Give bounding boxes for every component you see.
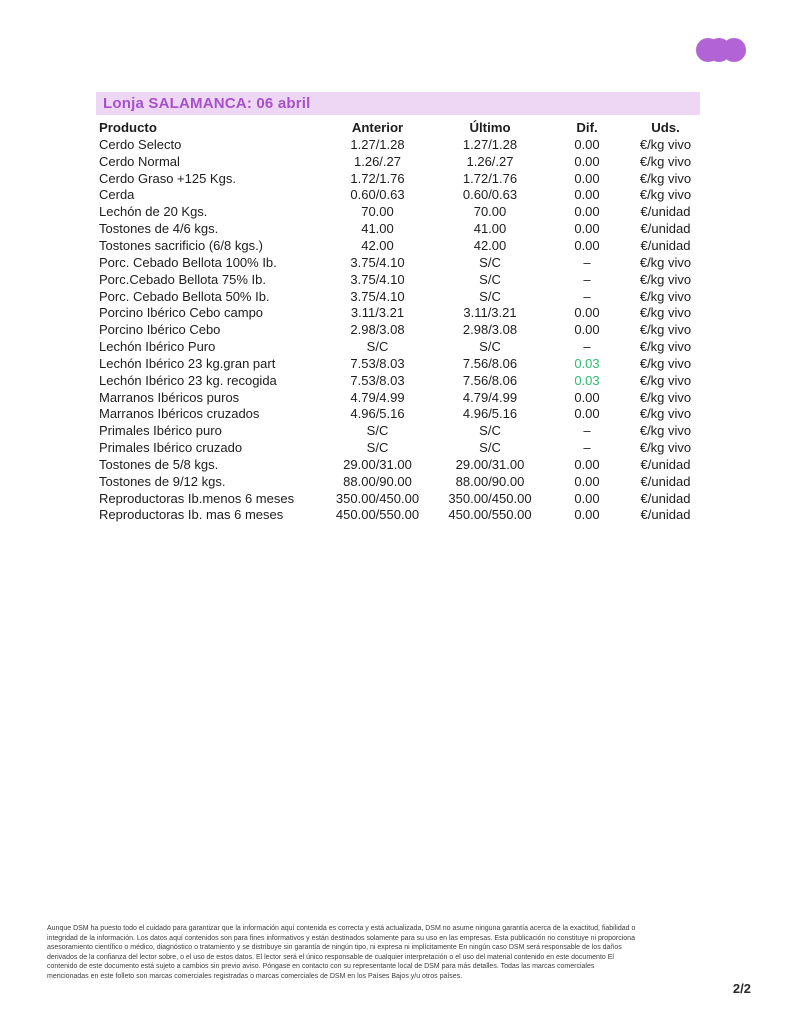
cell-anterior: 42.00 xyxy=(361,237,394,253)
logo-circle-icon xyxy=(722,38,746,62)
cell-uds: €/kg vivo xyxy=(639,355,692,371)
cell-producto: Tostones sacrificio (6/8 kgs.) xyxy=(99,237,264,253)
cell-uds: €/kg vivo xyxy=(639,339,692,355)
cell-dif: 0.03 xyxy=(574,372,600,388)
table-row xyxy=(99,439,697,456)
cell-ultimo: 3.11/3.21 xyxy=(463,305,517,321)
cell-anterior: 1.26/.27 xyxy=(354,153,401,169)
footer-disclaimer xyxy=(47,924,759,982)
table-row xyxy=(99,237,697,254)
cell-dif: 0.03 xyxy=(574,355,600,371)
table-row xyxy=(99,304,697,321)
cell-anterior: S/C xyxy=(366,440,389,456)
cell-anterior: 3.75/4.10 xyxy=(350,271,405,287)
cell-ultimo: 41.00 xyxy=(473,221,507,237)
table-row xyxy=(99,288,697,305)
cell-producto: Lechón Ibérico 23 kg.gran part xyxy=(99,355,276,371)
table-row xyxy=(99,473,697,490)
table-row xyxy=(99,372,697,389)
cell-uds: €/unidad xyxy=(640,221,691,237)
cell-uds: €/unidad xyxy=(640,473,691,489)
cell-uds: €/kg vivo xyxy=(639,170,692,186)
cell-uds: €/unidad xyxy=(640,237,691,253)
cell-ultimo: 4.96/5.16 xyxy=(462,406,518,422)
cell-anterior: 1.72/1.76 xyxy=(350,170,405,186)
column-header-dif: Dif. xyxy=(576,119,598,135)
cell-ultimo: 29.00/31.00 xyxy=(455,456,525,472)
cell-uds: €/unidad xyxy=(640,204,691,220)
cell-anterior: 0.60/0.63 xyxy=(350,187,405,203)
cell-ultimo: S/C xyxy=(479,288,501,304)
column-header-uds: Uds. xyxy=(651,119,680,135)
cell-ultimo: S/C xyxy=(479,271,501,287)
page-title: Lonja SALAMANCA: 06 abril xyxy=(103,95,311,112)
cell-uds: €/unidad xyxy=(640,456,691,472)
cell-anterior: 70.00 xyxy=(361,204,394,220)
cell-anterior: 7.53/8.03 xyxy=(350,355,405,371)
cell-dif: – xyxy=(583,254,591,270)
cell-producto: Tostones de 4/6 kgs. xyxy=(99,221,219,237)
cell-producto: Lechón Ibérico 23 kg. recogida xyxy=(99,372,277,388)
cell-ultimo: 350.00/450.00 xyxy=(448,490,532,506)
cell-anterior: 4.96/5.16 xyxy=(350,406,405,422)
cell-producto: Porcino Ibérico Cebo campo xyxy=(99,305,264,321)
cell-ultimo: 0.60/0.63 xyxy=(462,187,518,203)
cell-uds: €/unidad xyxy=(640,490,691,506)
cell-dif: 0.00 xyxy=(574,456,600,472)
cell-ultimo: 1.72/1.76 xyxy=(462,170,518,186)
cell-anterior: S/C xyxy=(366,339,389,355)
cell-dif: 0.00 xyxy=(574,170,600,186)
table-row xyxy=(99,254,697,271)
cell-producto: Cerdo Selecto xyxy=(99,136,182,152)
cell-uds: €/kg vivo xyxy=(639,389,692,405)
cell-ultimo: 4.79/4.99 xyxy=(462,389,518,405)
footer-line: Aunque DSM ha puesto todo el cuidado para garantizar que la información aquí contenida es correcta y está actualizada, DSM no asume ninguna garantía acerca de la exactitud, fiabilidad o xyxy=(47,925,636,932)
table-row xyxy=(99,153,697,170)
cell-uds: €/kg vivo xyxy=(639,254,692,270)
cell-anterior: 450.00/550.00 xyxy=(335,507,420,523)
cell-dif: – xyxy=(583,288,591,304)
price-table xyxy=(99,118,697,523)
cell-ultimo: 70.00 xyxy=(473,204,507,220)
cell-anterior: 4.79/4.99 xyxy=(350,389,405,405)
table-header-row xyxy=(99,118,697,136)
cell-producto: Cerdo Graso +125 Kgs. xyxy=(99,170,236,186)
cell-producto: Primales Ibérico cruzado xyxy=(99,440,243,456)
cell-dif: 0.00 xyxy=(574,187,600,203)
cell-dif: 0.00 xyxy=(574,322,600,338)
column-header-anterior: Anterior xyxy=(351,119,404,135)
cell-anterior: 3.11/3.21 xyxy=(350,305,405,321)
footer-line: integridad de la información. Los datos aquí contenidos son para fines informativos y están destinados solamente para su uso en las empresas. Esta publicación no constituye ni proporciona xyxy=(47,934,635,942)
cell-uds: €/kg vivo xyxy=(639,440,692,456)
table-row xyxy=(99,271,697,288)
cell-producto: Cerdo Normal xyxy=(99,153,180,169)
cell-ultimo: 88.00/90.00 xyxy=(455,473,525,489)
table-row xyxy=(99,355,697,372)
cell-ultimo: S/C xyxy=(479,254,501,270)
footer-line: derivados de la confianza del lector sobre, o el uso de estos datos. El lector será el único responsable de cualquier interpretación o el uso del material contenido en este documento El xyxy=(47,953,614,961)
cell-uds: €/kg vivo xyxy=(639,372,692,388)
cell-uds: €/kg vivo xyxy=(639,305,692,321)
cell-anterior: 88.00/90.00 xyxy=(343,473,412,489)
cell-ultimo: 450.00/550.00 xyxy=(448,507,532,523)
cell-uds: €/kg vivo xyxy=(639,187,692,203)
three-dots-logo-icon xyxy=(696,38,746,62)
footer-line: mencionadas en este folleto son marcas comerciales registradas o marcas comerciales de DSM en los Países Bajos y/u otros países. xyxy=(47,972,463,980)
cell-dif: 0.00 xyxy=(574,204,600,220)
cell-ultimo: 7.56/8.06 xyxy=(462,372,518,388)
column-header-ultimo: Último xyxy=(469,119,511,135)
cell-dif: – xyxy=(583,339,591,355)
cell-anterior: 3.75/4.10 xyxy=(350,254,405,270)
cell-anterior: 2.98/3.08 xyxy=(350,322,405,338)
cell-dif: 0.00 xyxy=(574,507,600,523)
cell-dif: 0.00 xyxy=(574,237,600,253)
table-row xyxy=(99,220,697,237)
cell-anterior: 29.00/31.00 xyxy=(343,456,412,472)
cell-ultimo: 42.00 xyxy=(473,237,507,253)
table-row xyxy=(99,507,697,524)
cell-producto: Lechón de 20 Kgs. xyxy=(99,204,208,220)
table-row xyxy=(99,170,697,187)
cell-ultimo: 7.56/8.06 xyxy=(462,355,518,371)
cell-producto: Reproductoras Ib. mas 6 meses xyxy=(99,507,284,523)
cell-producto: Cerda xyxy=(99,187,135,203)
cell-dif: 0.00 xyxy=(574,305,600,321)
cell-producto: Tostones de 9/12 kgs. xyxy=(99,473,226,489)
cell-dif: 0.00 xyxy=(574,153,600,169)
cell-producto: Porc.Cebado Bellota 75% Ib. xyxy=(99,271,266,287)
table-row xyxy=(99,456,697,473)
cell-uds: €/kg vivo xyxy=(639,322,692,338)
cell-ultimo: 2.98/3.08 xyxy=(462,322,518,338)
cell-dif: 0.00 xyxy=(574,221,600,237)
cell-anterior: S/C xyxy=(366,423,389,439)
cell-ultimo: S/C xyxy=(479,339,501,355)
cell-dif: 0.00 xyxy=(574,389,600,405)
cell-anterior: 350.00/450.00 xyxy=(335,490,420,506)
table-row xyxy=(99,406,697,423)
cell-anterior: 41.00 xyxy=(361,221,394,237)
page-number: 2/2 xyxy=(732,981,751,996)
cell-ultimo: 1.26/.27 xyxy=(466,153,514,169)
table-body xyxy=(99,136,697,523)
cell-producto: Porc. Cebado Bellota 50% Ib. xyxy=(99,288,270,304)
table-row xyxy=(99,338,697,355)
cell-dif: – xyxy=(583,271,591,287)
cell-anterior: 7.53/8.03 xyxy=(350,372,405,388)
footer-line: asesoramiento científico o médico, diagnóstico o tratamiento y se distribuye sin garantía de ningún tipo, ni expresa ni implícitamente En ningún caso DSM será responsable de los daños xyxy=(47,944,622,952)
cell-producto: Marranos Ibéricos cruzados xyxy=(99,406,260,422)
cell-producto: Porcino Ibérico Cebo xyxy=(99,322,221,338)
table-row xyxy=(99,321,697,338)
cell-uds: €/kg vivo xyxy=(639,153,692,169)
cell-ultimo: S/C xyxy=(479,440,501,456)
table-row xyxy=(99,389,697,406)
cell-uds: €/kg vivo xyxy=(639,271,692,287)
cell-producto: Primales Ibérico puro xyxy=(99,423,222,439)
table-row xyxy=(99,136,697,153)
cell-uds: €/kg vivo xyxy=(639,423,692,439)
lonja-title-bar xyxy=(96,92,700,115)
cell-producto: Marranos Ibéricos puros xyxy=(99,389,240,405)
cell-uds: €/kg vivo xyxy=(639,406,692,422)
column-header-producto: Producto xyxy=(99,119,157,135)
cell-dif: – xyxy=(583,423,591,439)
cell-dif: – xyxy=(583,440,591,456)
cell-dif: 0.00 xyxy=(574,136,600,152)
cell-producto: Reproductoras Ib.menos 6 meses xyxy=(99,490,295,506)
cell-uds: €/unidad xyxy=(640,507,691,523)
cell-uds: €/kg vivo xyxy=(639,288,692,304)
table-row xyxy=(99,422,697,439)
cell-ultimo: 1.27/1.28 xyxy=(462,136,518,152)
cell-ultimo: S/C xyxy=(479,423,501,439)
table-row xyxy=(99,490,697,507)
cell-dif: 0.00 xyxy=(574,406,600,422)
table-row xyxy=(99,187,697,204)
cell-producto: Lechón Ibérico Puro xyxy=(99,339,216,355)
cell-dif: 0.00 xyxy=(574,473,600,489)
footer-line: contenido de este documento está sujeto a cambios sin previo aviso. Póngase en contacto con su representante local de DSM para más detalles. Todas las marcas comerciales xyxy=(47,963,595,971)
cell-anterior: 3.75/4.10 xyxy=(350,288,405,304)
cell-anterior: 1.27/1.28 xyxy=(350,136,405,152)
table-row xyxy=(99,203,697,220)
cell-producto: Tostones de 5/8 kgs. xyxy=(99,456,219,472)
cell-dif: 0.00 xyxy=(574,490,600,506)
cell-producto: Porc. Cebado Bellota 100% Ib. xyxy=(99,254,277,270)
cell-uds: €/kg vivo xyxy=(639,136,692,152)
